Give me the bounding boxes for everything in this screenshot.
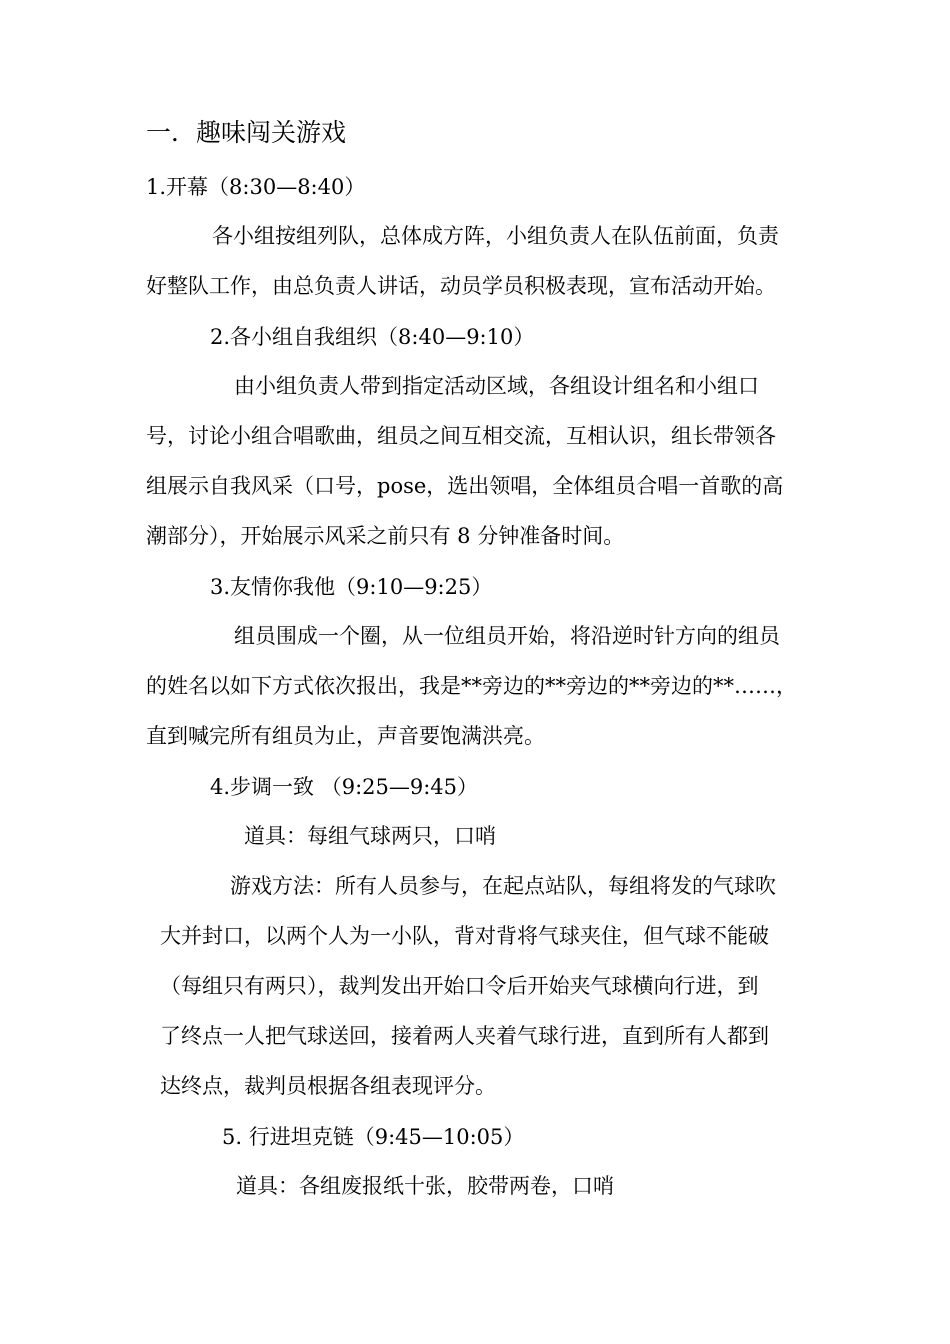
props-line: 道具：各组废报纸十张，胶带两卷，口哨: [236, 1174, 614, 1198]
paragraph-line: 游戏方法：所有人员参与，在起点站队，每组将发的气球吹: [230, 874, 776, 898]
paragraph-line: 组员围成一个圈，从一位组员开始，将沿逆时针方向的组员: [234, 624, 780, 648]
paragraph-line: 大并封口，以两个人为一小队，背对背将气球夹住，但气球不能破: [160, 924, 769, 948]
section-4-title: 4.步调一致 （9:25—9:45）: [210, 775, 479, 799]
section-2-title: 2.各小组自我组织（8:40—9:10）: [210, 325, 535, 349]
paragraph-line: 的姓名以如下方式依次报出，我是**旁边的**旁边的**旁边的**……，: [146, 674, 797, 698]
props-line: 道具：每组气球两只，口哨: [244, 824, 496, 848]
section-3-title: 3.友情你我他（9:10—9:25）: [210, 575, 493, 599]
paragraph-line: 了终点一人把气球送回，接着两人夹着气球行进，直到所有人都到: [160, 1024, 769, 1048]
paragraph-line: 号，讨论小组合唱歌曲，组员之间互相交流，互相认识，组长带领各: [146, 424, 776, 448]
paragraph-line: 潮部分），开始展示风采之前只有 8 分钟准备时间。: [146, 524, 625, 548]
paragraph-line: 组展示自我风采（口号，pose，选出领唱，全体组员合唱一首歌的高: [146, 474, 784, 498]
section-5-title: 5. 行进坦克链（9:45—10:05）: [222, 1125, 525, 1149]
paragraph-line: 好整队工作，由总负责人讲话，动员学员积极表现，宣布活动开始。: [146, 274, 776, 298]
paragraph-line: 各小组按组列队，总体成方阵，小组负责人在队伍前面，负责: [212, 224, 779, 248]
paragraph-line: （每组只有两只），裁判发出开始口令后开始夹气球横向行进，到: [160, 974, 759, 998]
page-heading: 一．趣味闯关游戏: [146, 118, 347, 147]
paragraph-line: 直到喊完所有组员为止，声音要饱满洪亮。: [146, 724, 545, 748]
paragraph-line: 达终点，裁判员根据各组表现评分。: [160, 1074, 496, 1098]
section-1-title: 1.开幕（8:30—8:40）: [146, 175, 366, 199]
paragraph-line: 由小组负责人带到指定活动区域，各组设计组名和小组口: [234, 374, 759, 398]
